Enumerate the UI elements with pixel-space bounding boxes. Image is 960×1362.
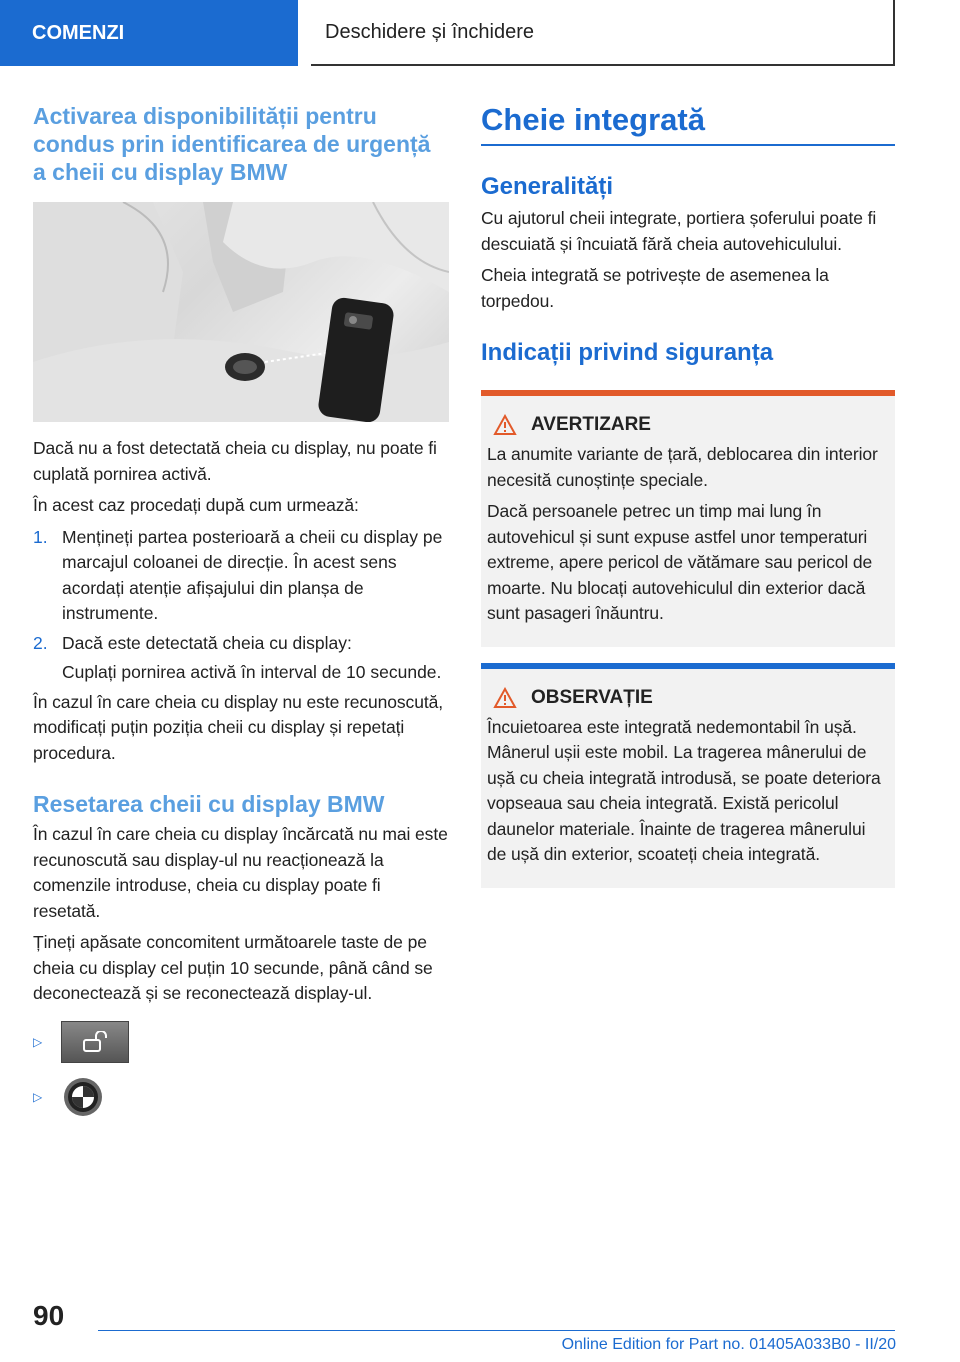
not-detected-paragraph: Dacă nu a fost detectată cheia cu display, nu poate fi cuplată pornirea activă. xyxy=(33,438,437,484)
chapter-tab[interactable]: Deschidere și închidere xyxy=(311,0,895,66)
step-number: 2. xyxy=(33,632,48,653)
note-title xyxy=(487,687,887,709)
unlock-button-icon xyxy=(61,1021,129,1063)
footer-edition-link[interactable]: Online Edition for Part no. 01405A033B0 - II/20 xyxy=(561,1336,896,1353)
key-steering-column-illustration xyxy=(33,202,449,422)
procedure-steps xyxy=(33,525,449,686)
bmw-logo-button-icon xyxy=(63,1077,103,1117)
reset-heading: Resetarea cheii cu display BMW xyxy=(33,791,385,817)
general-heading: Generalități xyxy=(481,173,614,200)
warning-paragraph-1: La anumite variante de țară, deblocarea din interior necesită cunoștințe speciale. xyxy=(487,444,878,490)
bullet-triangle-icon: ▷ xyxy=(33,1089,43,1104)
right-column xyxy=(481,100,895,888)
list-item xyxy=(33,1021,449,1063)
note-paragraph: Încuietoarea este integrată nedemontabil în ușă. Mânerul ușii este mobil. La tragerea mânerului de ușă cu cheia integrată introdusă, se poate deteriora vopseaua sau cheia integrată. Există pericolul daunelor materiale. Înainte de tragerea mânerului de ușă din exterior, scoateți cheia integrată. xyxy=(487,716,881,864)
step-subtext: Cuplați pornirea activă în interval de 10 secunde. xyxy=(62,662,442,682)
step-number: 1. xyxy=(33,526,48,547)
caution-triangle-icon xyxy=(493,687,517,709)
title-rule xyxy=(481,144,895,146)
list-item xyxy=(33,525,449,627)
page-header xyxy=(0,0,960,66)
reset-instruction: Țineți apăsate concomitent următoarele taste de pe cheia cu display cel puțin 10 secunde, până când se deconectează și se reconectează display-ul. xyxy=(33,932,433,1003)
warning-paragraph-2: Dacă persoanele petrec un timp mai lung în autovehicul și sunt expuse astfel unor temperaturi extreme, apere pericol de vătămare sau pericol de moarte. Nu blocați autovehiculul din exterior dacă sunt pasageri înăuntru. xyxy=(487,501,873,623)
list-item xyxy=(33,631,449,686)
bullet-triangle-icon: ▷ xyxy=(33,1034,43,1049)
warning-title-text: AVERTIZARE xyxy=(531,414,651,435)
warning-box xyxy=(481,390,895,647)
integrated-key-title: Cheie integrată xyxy=(481,102,705,137)
warning-title xyxy=(487,414,887,436)
left-column xyxy=(33,102,449,1117)
step-text: Mențineți partea posterioară a cheii cu display pe marcajul coloanei de direcție. În acest sens acordați atenție afișajului din planșa de instrumente. xyxy=(62,526,443,623)
note-title-text: OBSERVAȚIE xyxy=(531,686,653,708)
note-box xyxy=(481,663,895,888)
general-paragraph-1: Cu ajutorul cheii integrate, portiera șoferului poate fi descuiată și încuiată fără cheia autovehiculului. xyxy=(481,208,877,254)
reset-paragraph: În cazul în care cheia cu display încărcată nu mai este recunoscută sau display-ul nu reacționează la comenzile introduse, cheia cu display poate fi resetată. xyxy=(33,824,448,921)
procedure-intro: În acest caz procedați după cum urmează: xyxy=(33,495,359,515)
retry-paragraph: În cazul în care cheia cu display nu este recunoscută, modificați puțin poziția cheii cu display și repetați procedura. xyxy=(33,691,443,763)
emergency-detection-heading: Activarea disponibilității pentru condus prin identificarea de urgență a cheii cu display BMW xyxy=(33,103,431,185)
list-item xyxy=(33,1077,449,1117)
illustration-svg xyxy=(33,202,449,422)
footer-rule xyxy=(98,1330,895,1331)
page-number: 90 xyxy=(33,1300,65,1331)
safety-heading: Indicații privind siguranța xyxy=(481,339,774,366)
general-paragraph-2: Cheia integrată se potrivește de asemenea la torpedou. xyxy=(481,265,829,311)
unlock-icon xyxy=(80,1031,110,1053)
warning-triangle-icon xyxy=(493,414,517,436)
section-tab[interactable]: COMENZI xyxy=(0,0,298,66)
step-text: Dacă este detectată cheia cu display: xyxy=(62,632,352,653)
